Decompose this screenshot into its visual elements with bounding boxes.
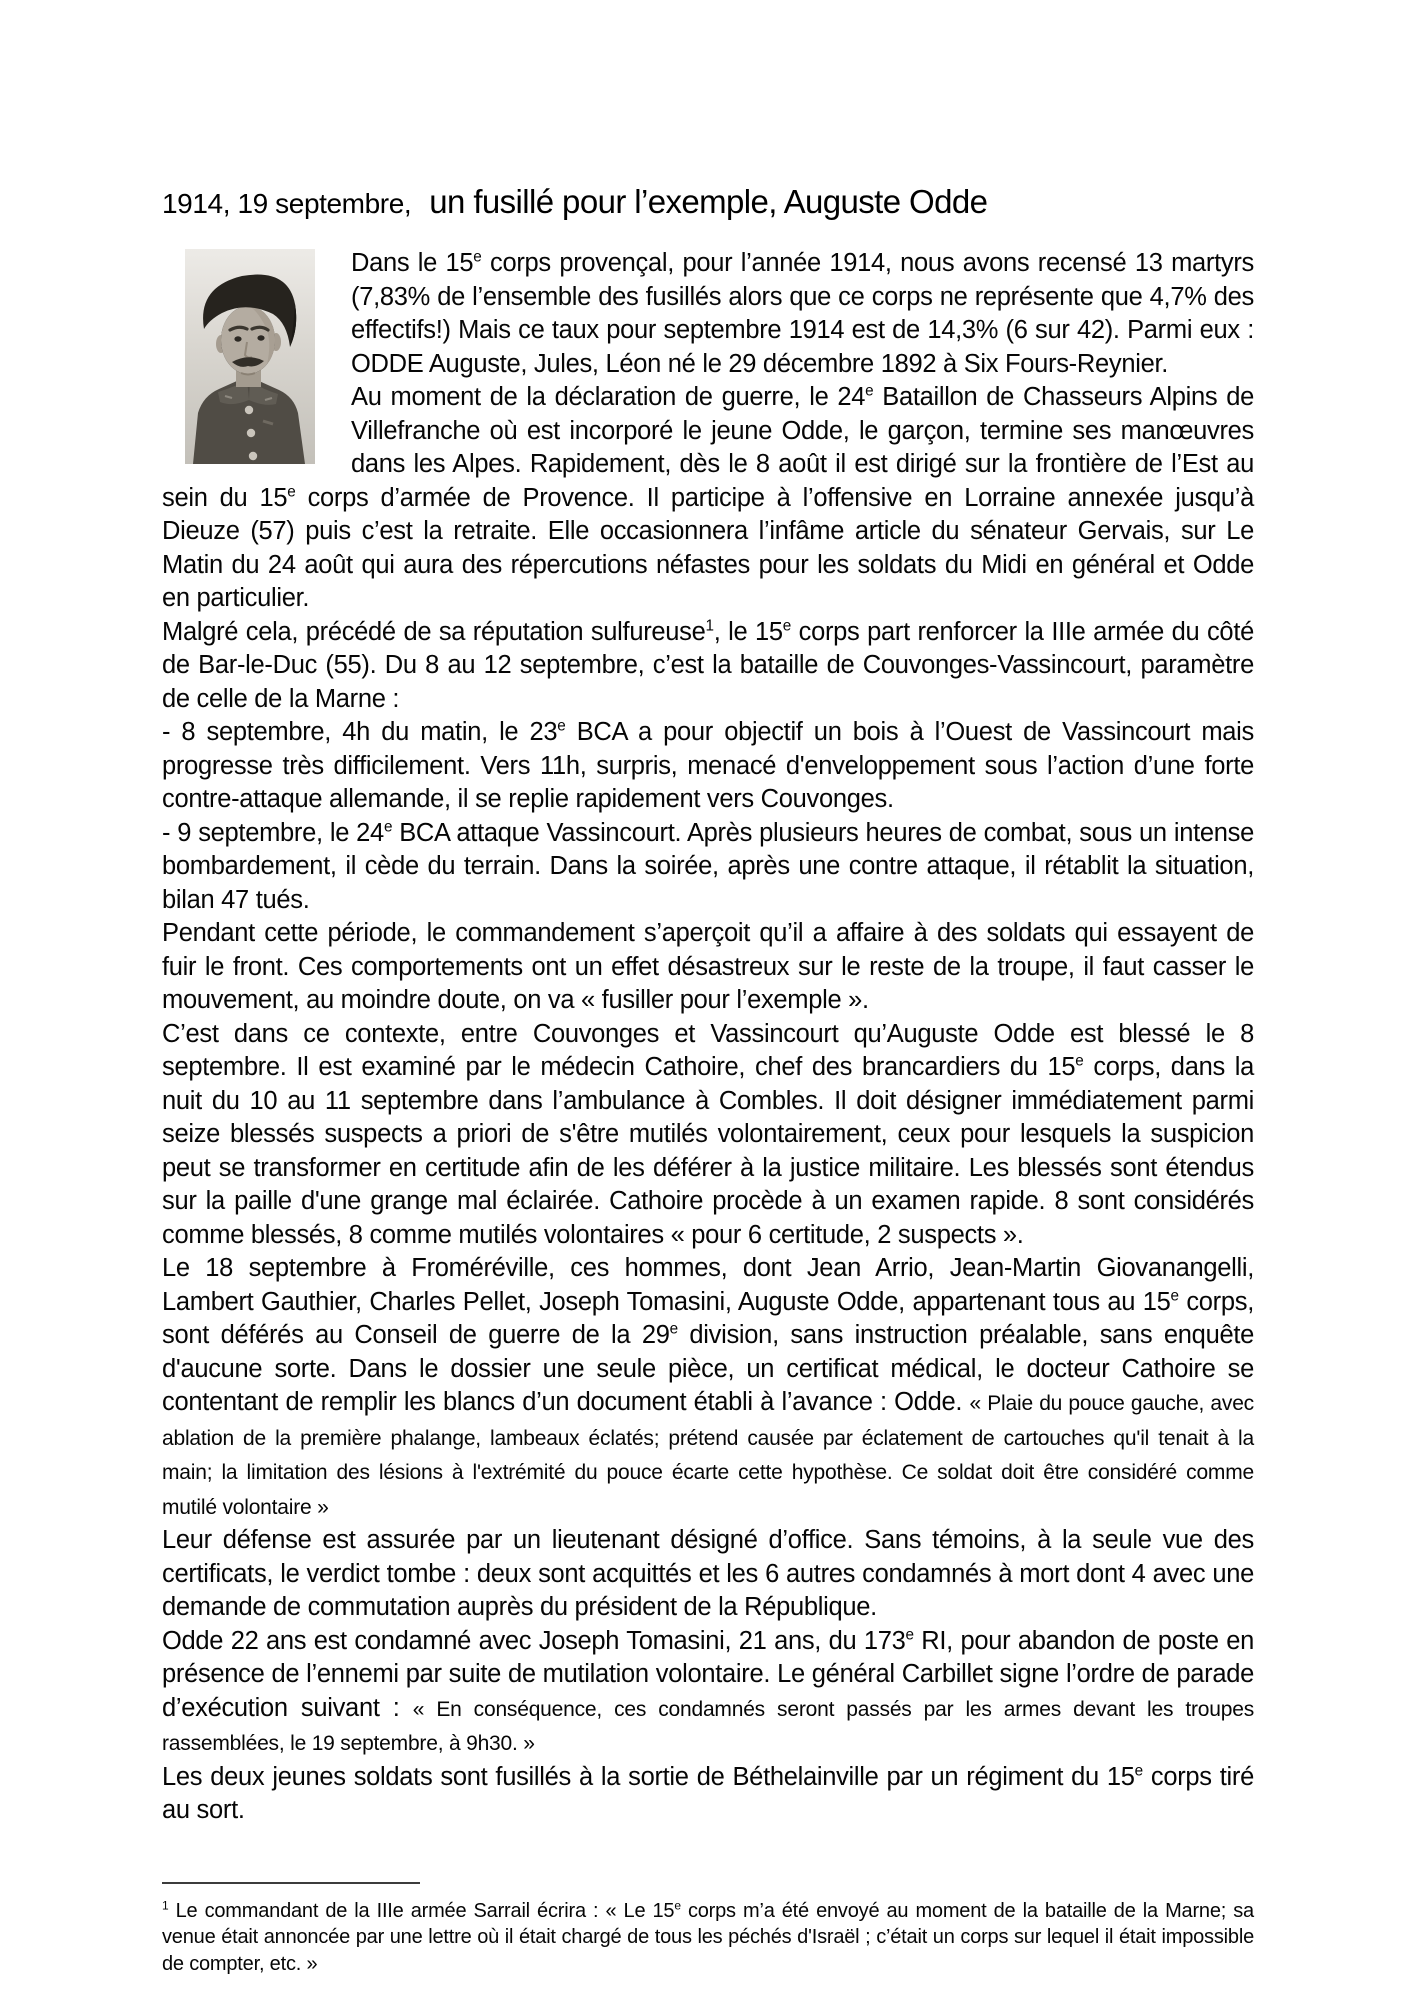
text-run: corps d’armée de Provence. Il participe à l’offensive en Lorraine annexée jusqu’à Dieuze (57) puis c’est la retraite. Elle occasionnera l’infâme article du sénateur Gervais, sur Le Matin du 24 août qui aura des répercutions néfastes pour les soldats du Midi en général et Odde en particulier. (162, 483, 1254, 612)
soldier-portrait-image (185, 249, 315, 464)
text-run: Le 18 septembre à Froméréville, ces hommes, dont Jean Arrio, Jean-Martin Giovanangelli, Lambert Gauthier, Charles Pellet, Joseph Tomasini, Auguste Odde, appartenant tous au 15 (162, 1254, 1254, 1316)
paragraph (162, 917, 1254, 1018)
text-run: - 9 septembre, le 24 (162, 818, 384, 847)
text-run: BCA attaque Vassincourt. Après plusieurs heures de combat, sous un intense bombardement, il cède du terrain. Dans la soirée, après une contre attaque, il rétablit la situation, bilan 47 tués. (162, 818, 1254, 914)
page-title (162, 180, 1254, 226)
text-run: e (669, 1320, 678, 1338)
text-run: Bataillon de Chasseurs Alpins de Villefranche où est incorporé le jeune Odde, le garçon, termine ses manœuvres dans les Alpes. Rapidement, dès le 8 août il est dirigé sur la frontière de l’Est au sein du 15 (162, 383, 1254, 512)
text-run: e (1134, 1762, 1143, 1779)
paragraph (162, 381, 1254, 616)
text-run: e (782, 617, 791, 634)
text-run: e (674, 1897, 681, 1912)
paragraph (162, 1625, 1254, 1761)
text-run: e (905, 1626, 914, 1643)
text-run: Le commandant de la IIIe armée Sarrail écrira : « Le 15 (168, 1899, 675, 1922)
paragraph (162, 1018, 1254, 1253)
text-run: C’est dans ce contexte, entre Couvonges et Vassincourt qu’Auguste Odde est blessé le 8 septembre. Il est examiné par le médecin Cathoire, chef des brancardiers du 15 (162, 1019, 1254, 1081)
paragraph (162, 247, 1254, 381)
text-run: Les deux jeunes soldats sont fusillés à la sortie de Béthelainville par un régiment du 15 (162, 1762, 1135, 1791)
text-run: e (383, 818, 393, 835)
text-run: « Plaie du pouce gauche, avec ablation de la première phalange, lambeaux éclatés; prétend causée par éclatement de cartouches qu'il tenait à la main; la limitation des lésions à l'extrémité du pouce écarte cette hypothèse. Ce soldat doit être considéré comme mutilé volontaire » (162, 1392, 1254, 1519)
text-run: RI, pour abandon de poste en présence de l’ennemi par suite de mutilation volontaire. Le général Carbillet signe l’ordre de parade d’exécution suivant : (162, 1626, 1254, 1722)
text-run: - 8 septembre, 4h du matin, le 23 (162, 718, 558, 746)
paragraph (162, 616, 1254, 717)
text-run: Odde 22 ans est condamné avec Joseph Tomasini, 21 ans, du 173 (162, 1626, 906, 1655)
text-run: Leur défense est assurée par un lieutenant désigné d’office. Sans témoins, à la seule vue des certificats, le verdict tombe : deux sont acquittés et les 6 autres condamnés à mort dont 4 avec une demande de commutation auprès du président de la République. (162, 1526, 1254, 1621)
paragraph (162, 716, 1254, 817)
text-run: corps provençal, pour l’année 1914, nous avons recensé 13 martyrs (7,83% de l’ensemble des fusillés alors que ce corps ne représente que 4,7% des effectifs!) Mais ce taux pour septembre 1914 est de 14,3% (6 sur 42). Parmi eux : ODDE Auguste, Jules, Léon né le 29 décembre 1892 à Six Fours-Reynier. (351, 249, 1254, 378)
footnote-separator (162, 1882, 420, 1884)
text-run: 1 (705, 617, 714, 634)
text-run: Dans le 15 (351, 249, 474, 277)
text-run: Au moment de la déclaration de guerre, le 24 (351, 383, 866, 411)
document-content (162, 180, 1254, 1977)
paragraph (162, 1252, 1254, 1524)
footnote (162, 1898, 1254, 1978)
text-run: corps part renforcer la IIIe armée du côté de Bar-le-Duc (55). Du 8 au 12 septembre, c’est la bataille de Couvonges-Vassincourt, paramètre de celle de la Marne : (162, 617, 1254, 713)
text-run: corps tiré au sort. (162, 1762, 1254, 1824)
text-run: corps, dans la nuit du 10 au 11 septembre dans l’ambulance à Combles. Il doit désigner immédiatement parmi seize blessés suspects a priori de s'être mutilés volontairement, ceux pour lesquels la suspicion peut se transformer en certitude afin de les déférer à la justice militaire. Les blessés sont étendus sur la paille d'une grange mal éclairée. Cathoire procède à un examen rapide. 8 sont considérés comme blessés, 8 comme mutilés volontaires « pour 6 certitude, 2 suspects ». (162, 1053, 1254, 1249)
text-run: division, sans instruction préalable, sans enquête d'aucune sorte. Dans le dossier une seule pièce, un certificat médical, le docteur Cathoire se contentant de remplir les blancs d’un document établi à l’avance : Odde. (162, 1321, 1254, 1416)
text-run: e (557, 717, 566, 735)
text-run: , le 15 (713, 617, 783, 646)
text-run: Malgré cela, précédé de sa réputation sulfureuse (162, 617, 706, 646)
soldier-portrait-photo (185, 249, 315, 464)
text-run: e (865, 382, 874, 400)
paragraph (162, 1761, 1254, 1828)
paragraphs (162, 247, 1254, 1828)
text-run: BCA a pour objectif un bois à l’Ouest de Vassincourt mais progresse très difficilement. Vers 11h, surpris, menacé d'enveloppement sous l’action d’une forte contre-attaque allemande, il se replie rapidement vers Couvonges. (162, 718, 1254, 813)
text-run: e (1075, 1052, 1084, 1070)
text-run: corps m’a été envoyé au moment de la bataille de la Marne; sa venue était annoncée par une lettre où il était chargé de tous les péchés d'Israël ; c’était un corps sur lequel il était impossible de compter, etc. » (162, 1899, 1254, 1975)
paragraph (162, 1524, 1254, 1625)
text-run: e (1170, 1287, 1179, 1304)
text-run: e (473, 248, 482, 266)
text-run: corps, sont déférés au Conseil de guerre de la 29 (162, 1287, 1254, 1349)
text-run: Pendant cette période, le commandement s’aperçoit qu’il a affaire à des soldats qui essayent de fuir le front. Ces comportements ont un effet désastreux sur le reste de la troupe, il faut casser le mouvement, au moindre doute, on va « fusiller pour l’exemple ». (162, 919, 1254, 1014)
body-text (162, 247, 1254, 1977)
text-run: 1 (162, 1897, 169, 1912)
title-date: 1914, 19 septembre, (162, 188, 412, 219)
paragraph (162, 817, 1254, 918)
text-run: « En conséquence, ces condamnés seront passés par les armes devant les troupes rassemblées, le 19 septembre, à 9h30. » (162, 1697, 1254, 1755)
text-run: e (287, 483, 296, 500)
title-main: un fusillé pour l’exemple, Auguste Odde (429, 183, 988, 220)
